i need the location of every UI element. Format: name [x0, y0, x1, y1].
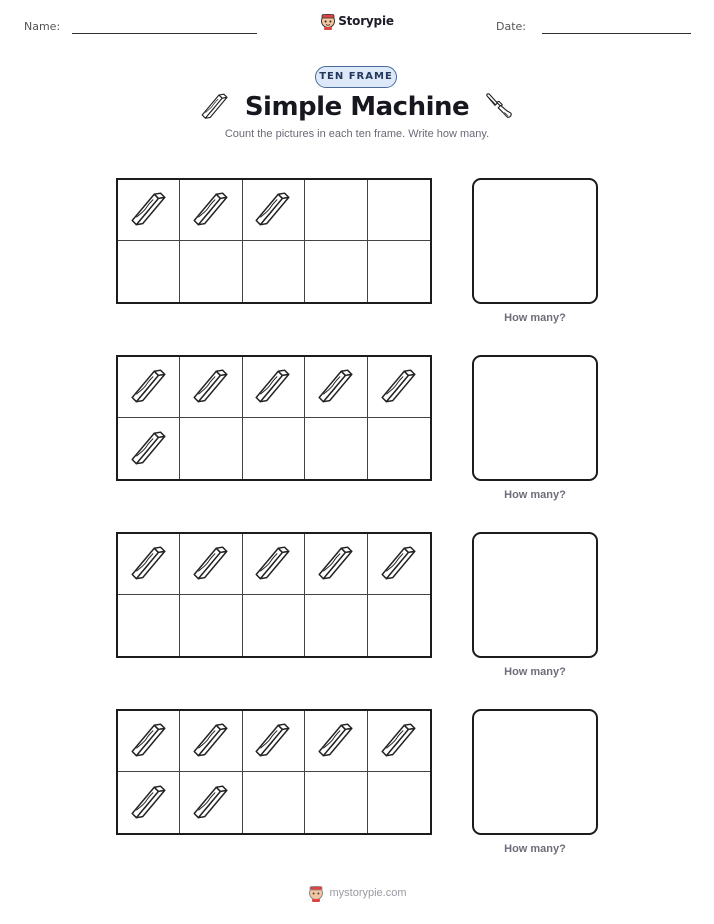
ten-frame-cell — [118, 418, 180, 479]
plank-icon — [315, 720, 357, 762]
ten-frame-cell — [368, 595, 430, 656]
plank-icon — [378, 720, 420, 762]
storypie-mascot-icon — [307, 884, 325, 902]
ten-frame-cell — [180, 595, 242, 656]
ten-frame-cell — [368, 772, 430, 833]
ten-frame-cell — [243, 595, 305, 656]
plank-icon — [128, 782, 170, 824]
ten-frame-cell — [368, 534, 430, 595]
ten-frame-cell — [180, 711, 242, 772]
plank-icon — [378, 543, 420, 585]
plank-icon — [128, 189, 170, 231]
ten-frame-cell — [305, 418, 367, 479]
ten-frame-cell — [243, 772, 305, 833]
ten-frame-cell — [180, 418, 242, 479]
ten-frame-cell — [180, 534, 242, 595]
answer-box[interactable] — [472, 178, 598, 304]
ten-frame-cell — [305, 534, 367, 595]
title-row — [0, 91, 714, 123]
how-many-label: How many? — [504, 489, 566, 501]
plank-icon — [199, 91, 231, 123]
footer-url: mystorypie.com — [329, 887, 407, 899]
ten-frame-cell — [243, 711, 305, 772]
ten-frame-cell — [180, 241, 242, 302]
how-many-label: How many? — [504, 666, 566, 678]
ten-frame — [116, 355, 432, 481]
brand-logo — [0, 12, 714, 35]
ten-frame-cell — [305, 241, 367, 302]
plank-icon — [128, 366, 170, 408]
ten-frame-cell — [305, 595, 367, 656]
how-many-label: How many? — [504, 312, 566, 324]
ten-frame-cell — [180, 180, 242, 241]
brand-name: Storypie — [338, 14, 394, 28]
plank-icon — [190, 189, 232, 231]
ten-frame-cell — [368, 357, 430, 418]
plank-icon — [190, 720, 232, 762]
storypie-mascot-icon — [320, 12, 336, 30]
date-write-line[interactable] — [542, 33, 691, 34]
ten-frame-cell — [118, 241, 180, 302]
ten-frame-cell — [243, 534, 305, 595]
plank-icon — [128, 428, 170, 470]
plank-icon — [315, 366, 357, 408]
answer-box[interactable] — [472, 355, 598, 481]
ten-frame-cell — [180, 357, 242, 418]
ten-frame-cell — [368, 241, 430, 302]
ten-frame-cell — [305, 357, 367, 418]
plank-icon — [128, 543, 170, 585]
plank-icon — [315, 543, 357, 585]
ten-frame-cell — [118, 180, 180, 241]
how-many-label: How many? — [504, 843, 566, 855]
ten-frame-cell — [118, 595, 180, 656]
answer-box[interactable] — [472, 532, 598, 658]
ten-frame-cell — [118, 357, 180, 418]
ten-frame-cell — [305, 180, 367, 241]
plank-icon — [190, 543, 232, 585]
ten-frame-cell — [243, 180, 305, 241]
ten-frame-badge: TEN FRAME — [315, 66, 397, 88]
plank-icon — [252, 720, 294, 762]
ten-frame-cell — [180, 772, 242, 833]
ten-frame-cell — [118, 772, 180, 833]
footer — [0, 884, 714, 902]
plank-icon — [190, 782, 232, 824]
instructions: Count the pictures in each ten frame. Write how many. — [224, 128, 490, 140]
ten-frame-cell — [243, 357, 305, 418]
ten-frame — [116, 709, 432, 835]
plank-icon — [378, 366, 420, 408]
plank-icon — [252, 543, 294, 585]
page-title: Simple Machine — [244, 92, 470, 122]
plank-icon — [190, 366, 232, 408]
ten-frame-cell — [305, 711, 367, 772]
plank-icon — [128, 720, 170, 762]
screwdriver-icon — [483, 91, 515, 123]
ten-frame-cell — [118, 711, 180, 772]
ten-frame-cell — [368, 711, 430, 772]
ten-frame-cell — [368, 418, 430, 479]
ten-frame-cell — [243, 418, 305, 479]
plank-icon — [252, 189, 294, 231]
ten-frame — [116, 532, 432, 658]
ten-frame-cell — [368, 180, 430, 241]
answer-box[interactable] — [472, 709, 598, 835]
ten-frame — [116, 178, 432, 304]
name-label: Name: — [24, 20, 61, 33]
date-label: Date: — [496, 20, 526, 33]
ten-frame-cell — [305, 772, 367, 833]
plank-icon — [252, 366, 294, 408]
ten-frame-cell — [243, 241, 305, 302]
ten-frame-cell — [118, 534, 180, 595]
